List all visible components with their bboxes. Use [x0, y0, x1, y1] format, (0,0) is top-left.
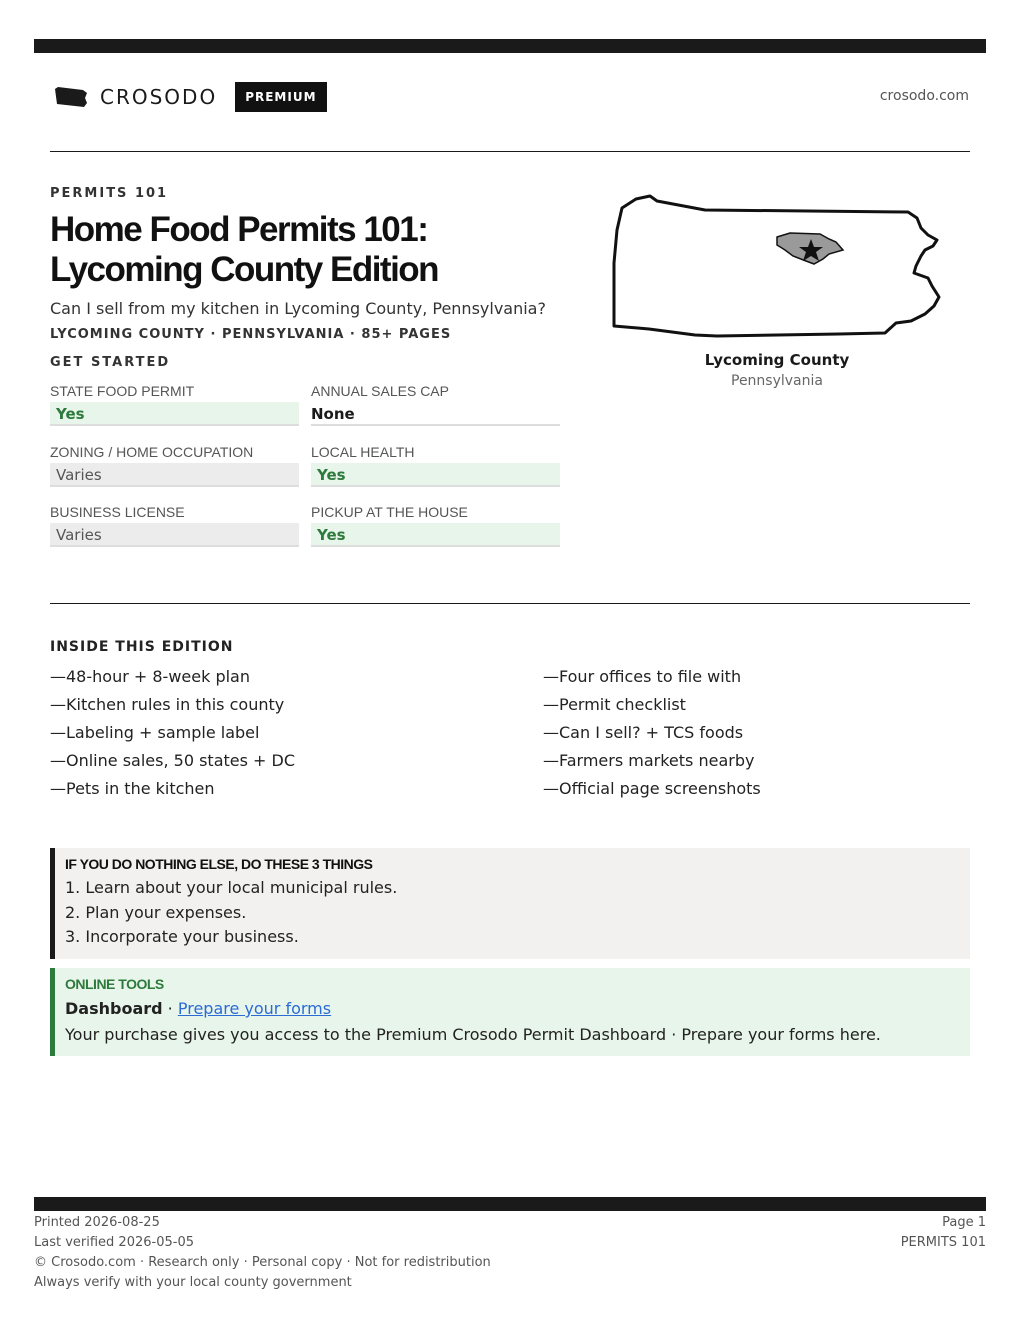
disclaimer: Always verify with your local county government [34, 1275, 352, 1290]
meta-line: LYCOMING COUNTY · PENNSYLVANIA · 85+ PAGES [50, 327, 452, 342]
list-item: —Farmers markets nearby [543, 751, 755, 770]
must-do-callout [50, 848, 970, 959]
must-do-item: 1. Learn about your local municipal rules. [65, 878, 398, 897]
page-number: Page 1 [942, 1215, 986, 1230]
fact-state-food-permit [50, 382, 299, 426]
inside-list-right [543, 666, 761, 806]
fact-label: BUSINESS LICENSE [50, 504, 185, 520]
fact-label: PICKUP AT THE HOUSE [311, 504, 468, 520]
fact-label: ANNUAL SALES CAP [311, 383, 449, 399]
copyright: © Crosodo.com · Research only · Personal copy · Not for redistribution [34, 1255, 491, 1270]
subtitle: Can I sell from my kitchen in Lycoming County, Pennsylvania? [50, 299, 546, 318]
list-item: —Official page screenshots [543, 779, 761, 798]
fact-value: Varies [50, 523, 299, 547]
get-started-heading: GET STARTED [50, 355, 171, 370]
fact-value: Yes [50, 402, 299, 426]
header-divider [50, 151, 970, 152]
brand-name: CROSODO [100, 85, 218, 109]
top-rule [34, 39, 986, 53]
fact-value: None [311, 402, 560, 426]
list-item: —Online sales, 50 states + DC [50, 751, 296, 770]
fact-local-health [311, 443, 560, 487]
list-item: —48-hour + 8-week plan [50, 667, 250, 686]
dashboard-label: Dashboard [65, 999, 163, 1018]
page-title [50, 210, 590, 290]
verified-date: Last verified 2026-05-05 [34, 1235, 194, 1250]
title-line-1: Home Food Permits 101: [50, 210, 428, 249]
section-divider [50, 603, 970, 604]
state-outline [614, 196, 939, 336]
pennsylvania-state-logo [54, 86, 88, 108]
footer-section: PERMITS 101 [900, 1235, 986, 1250]
online-tools-callout [50, 968, 970, 1056]
list-item: —Permit checklist [543, 695, 686, 714]
footer-left [34, 1213, 491, 1293]
fact-label: LOCAL HEALTH [311, 444, 415, 460]
must-do-item: 3. Incorporate your business. [65, 927, 299, 946]
fact-pickup [311, 503, 560, 547]
printed-date: Printed 2026-08-25 [34, 1215, 160, 1230]
fact-annual-sales-cap [311, 382, 560, 426]
eyebrow: PERMITS 101 [50, 186, 169, 201]
map-state-label: Pennsylvania [731, 373, 823, 389]
fact-value: Yes [311, 463, 560, 487]
separator: · [162, 999, 178, 1018]
footer-right [901, 1213, 986, 1253]
prepare-forms-link[interactable]: Prepare your forms [177, 999, 332, 1018]
fact-zoning [50, 443, 299, 487]
list-item: —Labeling + sample label [50, 723, 260, 742]
premium-badge: PREMIUM [235, 82, 326, 112]
brand[interactable] [54, 82, 327, 112]
online-tools-title: ONLINE TOOLS [65, 976, 164, 992]
title-line-2: Lycoming County Edition [50, 250, 439, 289]
fact-business-license [50, 503, 299, 547]
must-do-item: 2. Plan your expenses. [65, 902, 247, 922]
fact-value: Varies [50, 463, 299, 487]
bottom-rule [34, 1197, 986, 1211]
inside-list-left [50, 666, 295, 806]
must-do-title: IF YOU DO NOTHING ELSE, DO THESE 3 THINGS [65, 856, 373, 872]
list-item: —Kitchen rules in this county [50, 695, 285, 714]
online-tools-description: Your purchase gives you access to the Premium Crosodo Permit Dashboard · Prepare your forms here. [65, 1025, 881, 1044]
inside-heading: INSIDE THIS EDITION [50, 639, 234, 655]
list-item: —Four offices to file with [543, 667, 742, 686]
online-tools-links [65, 996, 960, 1022]
map-county-label: Lycoming County [704, 351, 850, 369]
state-map [610, 190, 950, 345]
fact-value: Yes [311, 523, 560, 547]
list-item: —Can I sell? + TCS foods [543, 723, 744, 742]
fact-label: ZONING / HOME OCCUPATION [50, 444, 254, 460]
list-item: —Pets in the kitchen [50, 779, 215, 798]
site-url[interactable]: crosodo.com [879, 88, 969, 104]
fact-label: STATE FOOD PERMIT [50, 383, 195, 399]
